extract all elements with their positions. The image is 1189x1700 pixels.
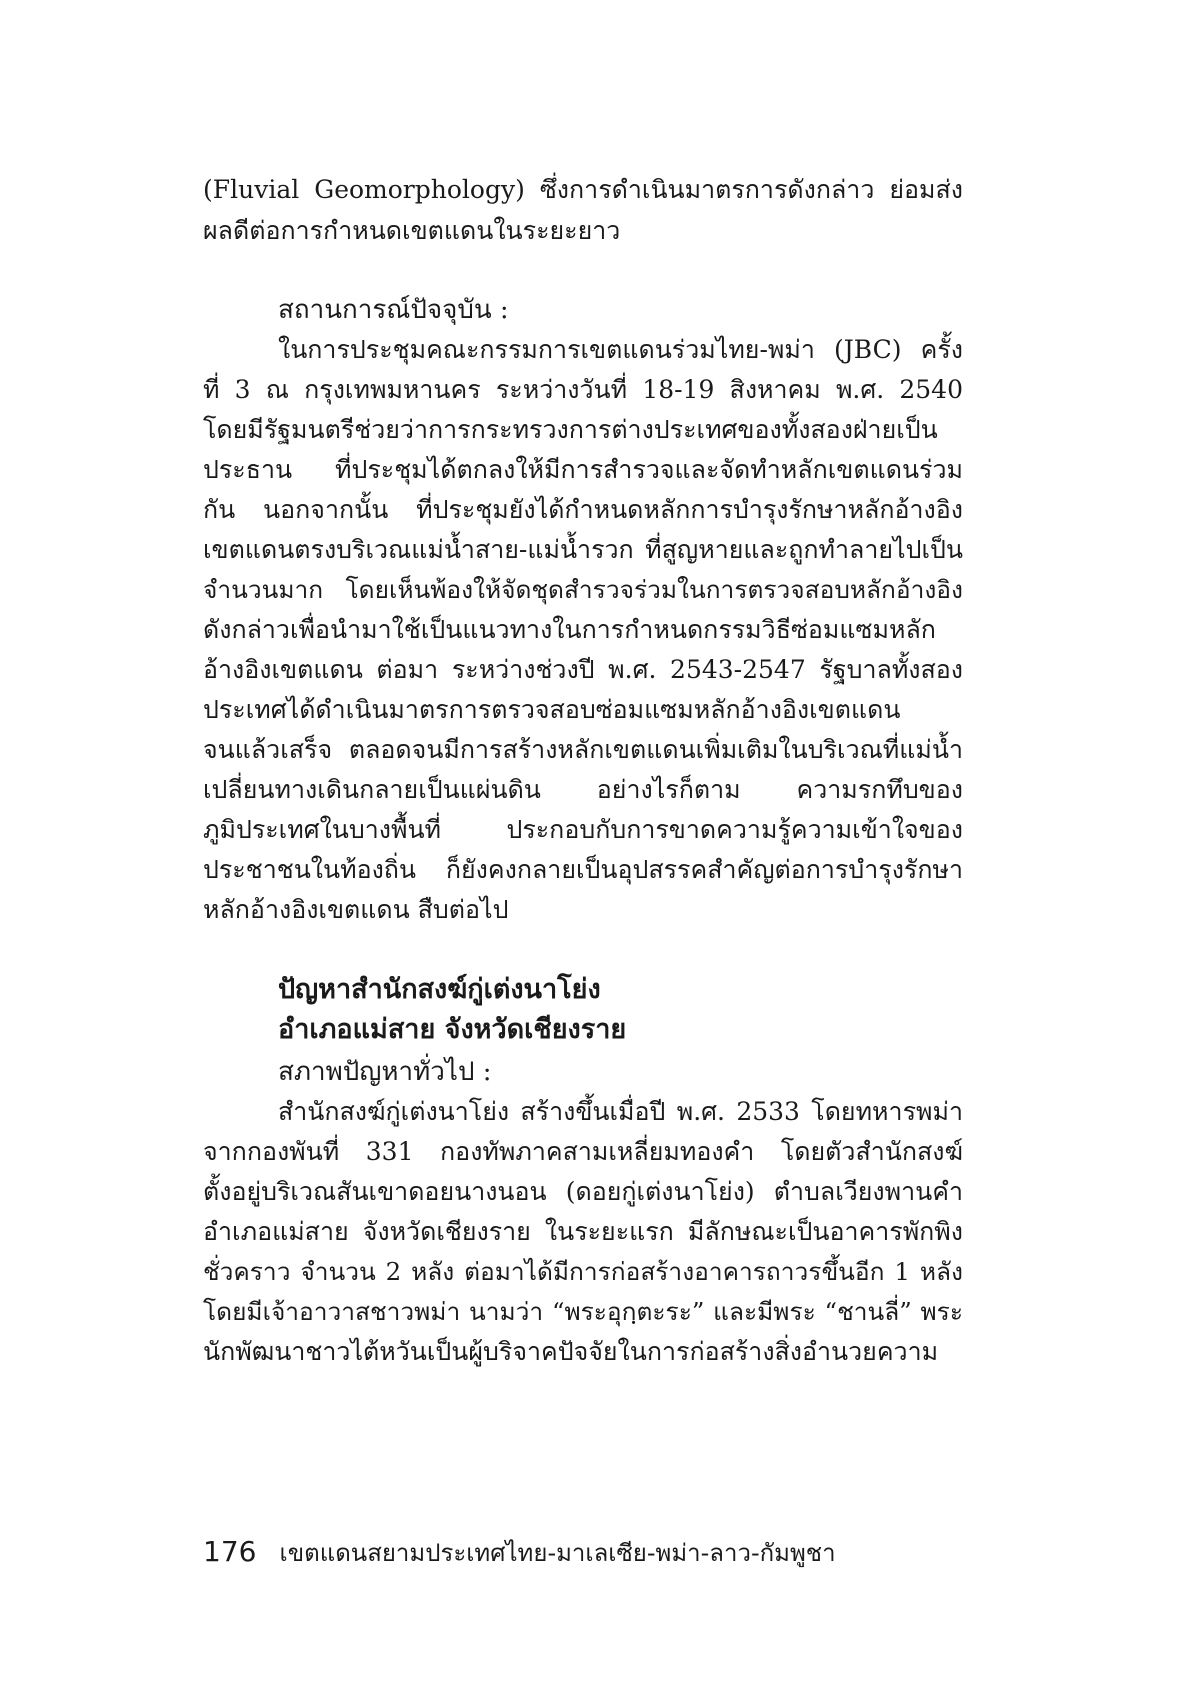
paragraph-line: จำนวนมาก โดยเห็นพ้องให้จัดชุดสำรวจร่วมในการตรวจสอบหลักอ้างอิง bbox=[203, 575, 963, 604]
paragraph-line: ประเทศได้ดำเนินมาตรการตรวจสอบซ่อมแซมหลักอ้างอิงเขตแดน bbox=[203, 695, 901, 724]
paragraph-line: อำเภอแม่สาย จังหวัดเชียงราย ในระยะแรก มีลักษณะเป็นอาคารพักพิง bbox=[203, 1217, 963, 1246]
page-number: 176 bbox=[203, 1535, 257, 1568]
section-heading-current-situation: สถานการณ์ปัจจุบัน : bbox=[278, 295, 509, 325]
paragraph-line: หลักอ้างอิงเขตแดน สืบต่อไป bbox=[203, 895, 509, 924]
paragraph-line: จนแล้วเสร็จ ตลอดจนมีการสร้างหลักเขตแดนเพิ่มเติมในบริเวณที่แม่น้ำ bbox=[203, 735, 963, 764]
paragraph-line: ตั้งอยู่บริเวณสันเขาดอยนางนอน (ดอยกู่เต่งนาโย่ง) ตำบลเวียงพานคำ bbox=[203, 1177, 963, 1206]
paragraph-line: ดังกล่าวเพื่อนำมาใช้เป็นแนวทางในการกำหนดกรรมวิธีซ่อมแซมหลัก bbox=[203, 615, 936, 644]
paragraph-line: ชั่วคราว จำนวน 2 หลัง ต่อมาได้มีการก่อสร้างอาคารถาวรขึ้นอีก 1 หลัง bbox=[203, 1257, 963, 1286]
paragraph-line: เปลี่ยนทางเดินกลายเป็นแผ่นดิน อย่างไรก็ตาม ความรกทึบของ bbox=[203, 775, 963, 804]
section-title-location: อำเภอแม่สาย จังหวัดเชียงราย bbox=[278, 1014, 627, 1045]
paragraph-line: กัน นอกจากนั้น ที่ประชุมยังได้กำหนดหลักการบำรุงรักษาหลักอ้างอิง bbox=[203, 495, 963, 524]
section-title-temple: ปัญหาสำนักสงฆ์กู่เต่งนาโย่ง bbox=[278, 974, 601, 1005]
page-footer bbox=[203, 1532, 836, 1572]
paragraph-line: สำนักสงฆ์กู่เต่งนาโย่ง สร้างขึ้นเมื่อปี พ.ศ. 2533 โดยทหารพม่า bbox=[278, 1097, 963, 1126]
paragraph-line: เขตแดนตรงบริเวณแม่น้ำสาย-แม่น้ำรวก ที่สูญหายและถูกทำลายไปเป็น bbox=[203, 535, 963, 564]
paragraph-line: อ้างอิงเขตแดน ต่อมา ระหว่างช่วงปี พ.ศ. 2543-2547 รัฐบาลทั้งสอง bbox=[203, 655, 963, 684]
paragraph-line: ประชาชนในท้องถิ่น ก็ยังคงกลายเป็นอุปสรรคสำคัญต่อการบำรุงรักษา bbox=[203, 855, 963, 884]
paragraph-line: (Fluvial Geomorphology) ซึ่งการดำเนินมาตรการดังกล่าว ย่อมส่ง bbox=[203, 175, 963, 204]
paragraph-line: จากกองพันที่ 331 กองทัพภาคสามเหลี่ยมทองคำ โดยตัวสำนักสงฆ์ bbox=[203, 1137, 963, 1166]
paragraph-line: โดยมีรัฐมนตรีช่วยว่าการกระทรวงการต่างประเทศของทั้งสองฝ่ายเป็น bbox=[203, 415, 938, 444]
paragraph-line: ในการประชุมคณะกรรมการเขตแดนร่วมไทย-พม่า (JBC) ครั้ง bbox=[278, 335, 963, 364]
paragraph-line: ประธาน ที่ประชุมได้ตกลงให้มีการสำรวจและจัดทำหลักเขตแดนร่วม bbox=[203, 455, 963, 484]
paragraph-line: โดยมีเจ้าอาวาสชาวพม่า นามว่า “พระอุกฺตะระ” และมีพระ “ชานลี่” พระ bbox=[203, 1297, 963, 1326]
paragraph-line: ภูมิประเทศในบางพื้นที่ ประกอบกับการขาดความรู้ความเข้าใจของ bbox=[203, 815, 963, 844]
paragraph-line: ผลดีต่อการกำหนดเขตแดนในระยะยาว bbox=[203, 216, 621, 245]
section-subheading-general-problem: สภาพปัญหาทั่วไป : bbox=[278, 1057, 492, 1087]
paragraph-line: ที่ 3 ณ กรุงเทพมหานคร ระหว่างวันที่ 18-19 สิงหาคม พ.ศ. 2540 bbox=[203, 375, 963, 404]
paragraph-line: นักพัฒนาชาวไต้หวันเป็นผู้บริจาคปัจจัยในการก่อสร้างสิ่งอำนวยความ bbox=[203, 1337, 939, 1366]
running-title: เขตแดนสยามประเทศไทย-มาเลเซีย-พม่า-ลาว-กัมพูชา bbox=[279, 1539, 836, 1567]
